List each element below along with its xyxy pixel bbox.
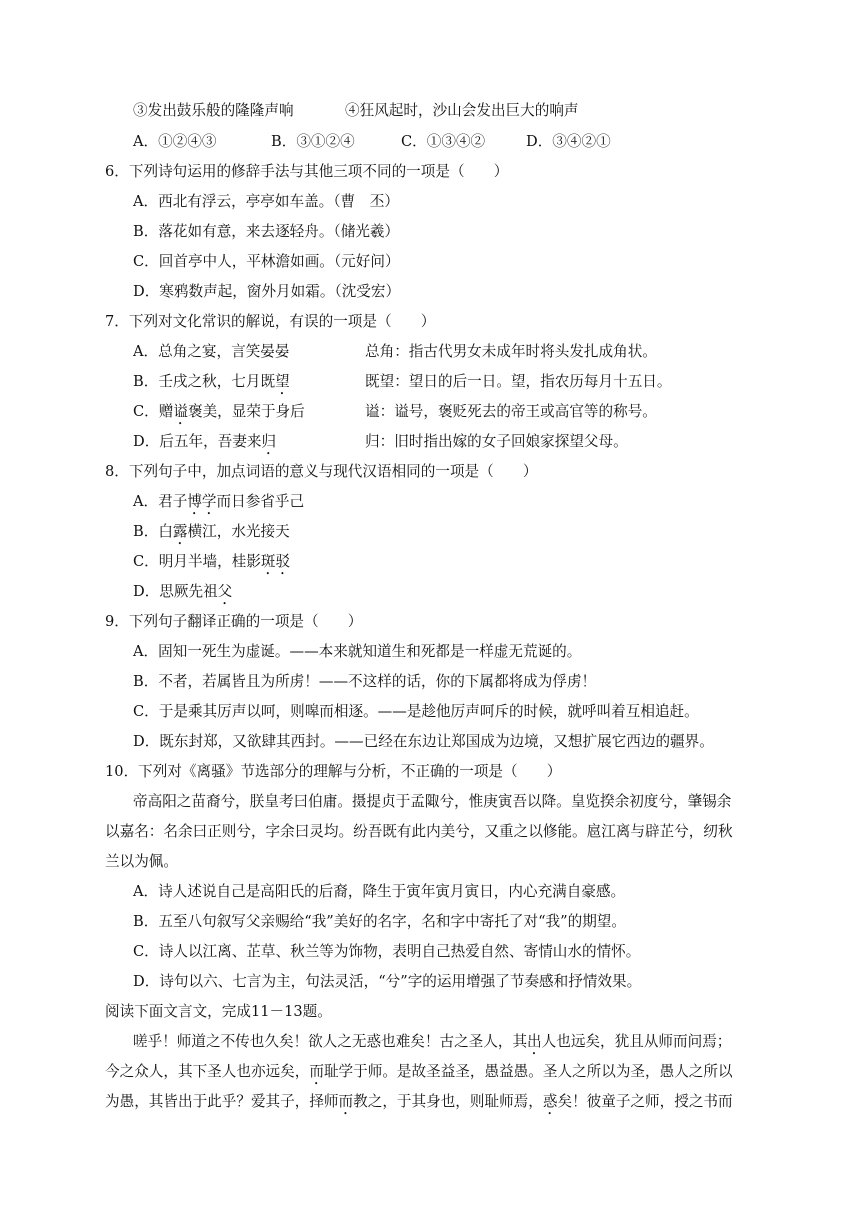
q7-option-b-note: 既望：望日的后一日。望，指农历每月十五日。 xyxy=(365,373,672,390)
q5-option-c: C．①③④② xyxy=(401,133,486,150)
q10-stem: 10．下列对《离骚》节选部分的理解与分析，不正确的一项是（ ） xyxy=(105,763,562,780)
q8-option-b-dotted: 露 xyxy=(172,523,188,540)
reading-line-3: 为愚，其皆出于此乎？爱其子，择师而教之，于其身也，则耻师焉，惑矣！彼童子之师，授之书而 xyxy=(105,1093,733,1110)
q6-option-b: B．落花如有意，来去逐轻舟。（储光羲） xyxy=(133,223,400,240)
q10-passage-line-3: 兰以为佩。 xyxy=(105,853,178,870)
q7-option-d-before: D．后五年，吾妻来 xyxy=(133,433,262,450)
q9-option-d: D．既东封郑，又欲肆其西封。——已经在东边让郑国成为边境，又想扩展它西边的疆界。 xyxy=(133,733,714,750)
q7-option-c-before: C．赠 xyxy=(133,403,174,420)
q7-option-d-dotted: 归 xyxy=(261,433,277,450)
q10-passage-line-1: 帝高阳之苗裔兮，朕皇考曰伯庸。摄提贞于孟陬兮，惟庚寅吾以降。皇览揆余初度兮，肇锡余 xyxy=(133,793,732,810)
q7-option-c-after: 褒美，显荣于身后 xyxy=(187,403,305,420)
q5-item-4: ④狂风起时，沙山会发出巨大的响声 xyxy=(345,102,579,119)
q9-option-c: C．于是乘其厉声以呵，则嗥而相逐。——是趁他厉声呵斥的时候，就呼叫着互相追赶。 xyxy=(133,703,699,720)
q5-item-3: ③发出鼓乐般的隆隆声响 xyxy=(133,102,294,119)
q8-option-a-dotted: 博学 xyxy=(187,493,217,510)
q9-stem: 9．下列句子翻译正确的一项是（ ） xyxy=(105,613,363,630)
q7-option-d-note: 归：旧时指出嫁的女子回娘家探望父母。 xyxy=(365,433,628,450)
q5-option-b: B．③①②④ xyxy=(271,133,355,150)
q8-option-c-dotted: 斑驳 xyxy=(260,553,291,570)
q7-option-c-note: 谥：谥号，褒贬死去的帝王或高官等的称号。 xyxy=(365,403,657,420)
q7-option-d-phrase xyxy=(133,432,276,452)
q6-stem: 6．下列诗句运用的修辞手法与其他三项不同的一项是（ ） xyxy=(105,163,509,180)
q7-option-a-phrase: A．总角之宴，言笑晏晏 xyxy=(133,343,290,360)
q10-option-a: A．诗人述说自己是高阳氏的后裔，降生于寅年寅月寅日，内心充满自豪感。 xyxy=(133,883,626,900)
reading-line-1: 嗟乎！师道之不传也久矣！欲人之无惑也难矣！古之圣人，其出人也远矣，犹且从师而问焉； xyxy=(133,1033,732,1050)
q7-stem: 7．下列对文化常识的解说，有误的一项是（ ） xyxy=(105,313,436,330)
q8-option-c: C．明月半墙，桂影斑驳 xyxy=(133,553,291,570)
reading-line-2: 今之众人，其下圣人也亦远矣，而耻学于师。是故圣益圣，愚益愚。圣人之所以为圣，愚人之所以 xyxy=(105,1063,733,1080)
q5-option-d: D．③④②① xyxy=(526,133,611,150)
q7-option-b-phrase xyxy=(133,372,290,392)
q6-option-a: A．西北有浮云，亭亭如车盖。（曹 丕） xyxy=(133,193,399,210)
q7-option-c-dotted: 谥 xyxy=(173,403,188,420)
q7-option-b-dotted: 望 xyxy=(275,373,290,390)
q6-option-d: D．寒鸦数声起，窗外月如霜。（沈受宏） xyxy=(133,283,401,300)
q10-option-d: D．诗句以六、七言为主，句法灵活，“兮”字的运用增强了节奏感和抒情效果。 xyxy=(133,973,642,990)
q7-option-c-phrase xyxy=(133,402,305,422)
q10-option-c: C．诗人以江离、芷草、秋兰等为饰物，表明自己热爱自然、寄情山水的情怀。 xyxy=(133,943,641,960)
q5-option-a: A．①②④③ xyxy=(133,133,217,150)
q8-stem: 8．下列句子中，加点词语的意义与现代汉语相同的一项是（ ） xyxy=(105,463,538,480)
q8-option-a: A．君子博学而日参省乎己 xyxy=(133,493,305,510)
q8-option-d: D．思厥先祖父 xyxy=(133,583,233,600)
q9-option-a: A．固知一死生为虚诞。——本来就知道生和死都是一样虚无荒诞的。 xyxy=(133,643,582,660)
q8-option-b: B．白露横江，水光接天 xyxy=(133,523,290,540)
q10-passage-line-2: 以嘉名：名余曰正则兮，字余曰灵均。纷吾既有此内美兮，又重之以修能。扈江离与辟芷兮，纫秋 xyxy=(105,823,733,840)
q10-option-b: B．五至八句叙写父亲赐给“我”美好的名字，名和字中寄托了对“我”的期望。 xyxy=(133,913,626,930)
q9-option-b: B．不者，若属皆且为所虏！——不这样的话，你的下属都将成为俘虏！ xyxy=(133,673,597,690)
q6-option-c: C．回首亭中人，平林澹如画。（元好问） xyxy=(133,253,400,270)
q8-option-d-dotted: 父 xyxy=(217,583,233,600)
q7-option-a-note: 总角：指古代男女未成年时将头发扎成角状。 xyxy=(365,343,657,360)
reading-instruction: 阅读下面文言文，完成11－13题。 xyxy=(105,1003,332,1020)
q7-option-b-before: B．壬戌之秋，七月既 xyxy=(133,373,276,390)
